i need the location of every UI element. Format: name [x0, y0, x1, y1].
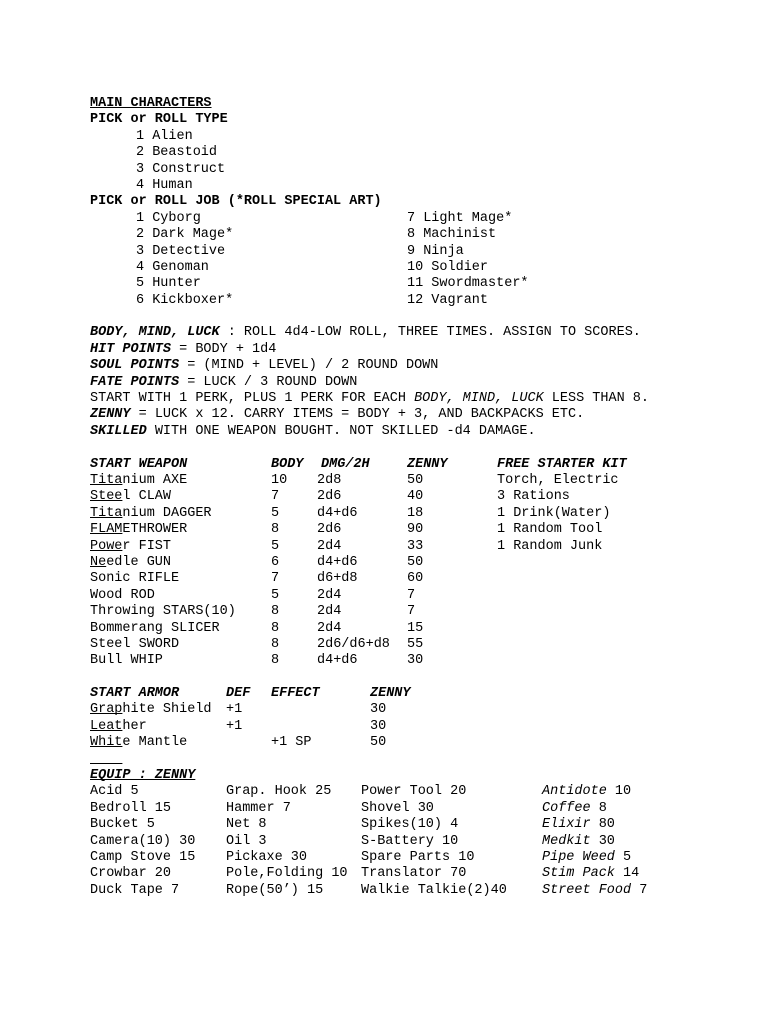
weapon-row: [90, 604, 730, 620]
consumable-item: [542, 883, 647, 899]
rule-text: WITH ONE WEAPON BOUGHT. NOT SKILLED -d4 DAMAGE.: [146, 423, 536, 439]
weapon-damage: 2d4: [317, 538, 342, 554]
rule-label: BODY, MIND, LUCK: [90, 325, 220, 341]
pick-job-heading: PICK or ROLL JOB (*ROLL SPECIAL ART): [90, 194, 382, 210]
pick-type-heading: PICK or ROLL TYPE: [90, 112, 228, 128]
weapon-name: Titanium DAGGER: [90, 505, 212, 521]
equip-row: [90, 801, 730, 817]
rule-skilled: [90, 424, 730, 440]
weapon-body: 8: [271, 636, 280, 652]
weapon-zenny: 50: [407, 554, 424, 570]
consumable-item: [542, 834, 615, 850]
job-item: 3 Detective: [136, 243, 226, 259]
equip-row: [90, 850, 730, 866]
weapon-row: [90, 621, 730, 637]
armor-name: Leather: [90, 718, 147, 734]
starter-kit-item: 1 Drink(Water): [497, 505, 611, 521]
weapon-damage: 2d6/d6+d8: [317, 636, 390, 652]
armor-name: White Mantle: [90, 735, 188, 751]
equip-item: Camp Stove 15: [90, 849, 196, 865]
equip-item: Translator 70: [361, 866, 467, 882]
consumable-cost: 8: [590, 800, 607, 816]
rule-perks: [90, 391, 730, 407]
rules-document: [90, 96, 730, 899]
armor-row: [90, 702, 730, 718]
weapon-row: [90, 653, 730, 669]
weapon-damage: 2d4: [317, 620, 342, 636]
weapon-zenny: 40: [407, 489, 424, 505]
equip-item: Spikes(10) 4: [361, 817, 459, 833]
equip-item: Net 8: [226, 817, 267, 833]
consumable-cost: 30: [590, 833, 615, 849]
weapon-name: Sonic RIFLE: [90, 571, 180, 587]
job-item: 6 Kickboxer*: [136, 292, 234, 308]
equip-item: Crowbar 20: [90, 866, 172, 882]
weapon-name: Bull WHIP: [90, 653, 163, 669]
equip-row: [90, 784, 730, 800]
armor-def: +1: [226, 718, 243, 734]
type-item: 3 Construct: [136, 161, 226, 177]
starter-kit-item: Torch, Electric: [497, 472, 619, 488]
job-item: 8 Machinist: [407, 227, 497, 243]
rule-label: SKILLED: [90, 423, 147, 439]
weapon-name-header: START WEAPON: [90, 456, 188, 472]
weapon-name: Titanium AXE: [90, 472, 188, 488]
armor-row: [90, 719, 730, 735]
weapon-zenny: 7: [407, 604, 416, 620]
weapon-row: [90, 473, 730, 489]
weapon-name: Steel SWORD: [90, 636, 180, 652]
weapon-zenny: 15: [407, 620, 424, 636]
rule-text: START WITH 1 PERK, PLUS 1 PERK FOR EACH: [90, 391, 415, 407]
weapon-zenny: 30: [407, 653, 424, 669]
rule-label: ZENNY: [90, 407, 131, 423]
weapon-row: [90, 522, 730, 538]
rule-label: HIT POINTS: [90, 341, 172, 357]
job-row: [90, 244, 730, 260]
weapon-body: 7: [271, 571, 280, 587]
consumable-item: [542, 817, 615, 833]
weapon-zenny: 90: [407, 522, 424, 538]
equip-item: Walkie Talkie(2)40: [361, 882, 507, 898]
equip-item: Spare Parts 10: [361, 849, 475, 865]
job-item: 10 Soldier: [407, 259, 489, 275]
rule-hit-points: [90, 342, 730, 358]
equip-item: Bedroll 15: [90, 800, 172, 816]
type-item: 2 Beastoid: [136, 145, 218, 161]
job-row: [90, 211, 730, 227]
weapon-damage: 2d4: [317, 587, 342, 603]
weapons-table: [90, 473, 730, 670]
job-item: 7 Light Mage*: [407, 210, 513, 226]
weapon-body: 8: [271, 620, 280, 636]
weapon-row: [90, 571, 730, 587]
consumable-item: [542, 784, 631, 800]
equip-item: Grap. Hook 25: [226, 784, 332, 800]
weapon-body: 8: [271, 653, 280, 669]
armor-row: [90, 735, 730, 751]
consumable-name: Street Food: [542, 882, 632, 898]
armor-name: Graphite Shield: [90, 702, 212, 718]
consumable-cost: 7: [631, 882, 648, 898]
weapon-zenny: 50: [407, 472, 424, 488]
consumable-item: [542, 801, 607, 817]
armor-def-header: DEF: [226, 686, 251, 702]
equip-item: Camera(10) 30: [90, 833, 196, 849]
rule-emphasis: BODY, MIND, LUCK: [414, 391, 544, 407]
weapon-zenny-header: ZENNY: [407, 456, 448, 472]
rule-text: = BODY + 1d4: [171, 341, 277, 357]
job-row: [90, 260, 730, 276]
equip-item: Acid 5: [90, 784, 139, 800]
rule-text: LESS THAN 8.: [543, 391, 650, 407]
consumable-cost: 5: [614, 849, 632, 865]
rule-text: = (MIND + LEVEL) / 2 ROUND DOWN: [179, 358, 439, 374]
job-item: 11 Swordmaster*: [407, 276, 529, 292]
consumable-cost: 80: [590, 817, 615, 833]
weapon-row: [90, 506, 730, 522]
weapon-body: 5: [271, 505, 280, 521]
equip-header: EQUIP : ZENNY: [90, 768, 196, 784]
equip-table: [90, 784, 730, 899]
weapon-damage: 2d6: [317, 489, 342, 505]
armor-header-row: [90, 686, 730, 702]
weapon-zenny: 60: [407, 571, 424, 587]
weapon-body: 8: [271, 604, 280, 620]
weapon-name: Wood ROD: [90, 587, 155, 603]
equip-item: Shovel 30: [361, 800, 434, 816]
weapon-zenny: 7: [407, 587, 416, 603]
weapon-damage: d4+d6: [317, 554, 358, 570]
consumable-item: [542, 866, 639, 882]
equip-item: Pickaxe 30: [226, 849, 308, 865]
equip-item: Hammer 7: [226, 800, 291, 816]
weapon-body-header: BODY: [271, 456, 304, 472]
equip-item: Rope(50’) 15: [226, 882, 324, 898]
armor-effect-header: EFFECT: [271, 686, 320, 702]
armor-table: [90, 702, 730, 751]
weapon-dmg-header: DMG/2H: [321, 456, 370, 472]
equip-row: [90, 866, 730, 882]
consumable-cost: 14: [614, 866, 640, 882]
weapon-body: 5: [271, 587, 280, 603]
armor-def: +1: [226, 702, 243, 718]
rule-text: = LUCK x 12. CARRY ITEMS = BODY + 3, AND BACKPACKS ETC.: [130, 407, 585, 423]
weapon-damage: d6+d8: [317, 571, 358, 587]
weapon-name: Needle GUN: [90, 554, 172, 570]
weapon-name: Steel CLAW: [90, 489, 172, 505]
weapon-body: 5: [271, 538, 280, 554]
rule-stats: [90, 325, 730, 341]
consumable-name: Coffee: [542, 800, 591, 816]
equip-item: S-Battery 10: [361, 833, 459, 849]
starter-kit-item: 1 Random Junk: [497, 538, 603, 554]
job-item: 5 Hunter: [136, 276, 201, 292]
weapon-row: [90, 489, 730, 505]
weapon-zenny: 33: [407, 538, 424, 554]
consumable-name: Medkit: [542, 833, 591, 849]
weapon-zenny: 18: [407, 505, 424, 521]
rule-text: = LUCK / 3 ROUND DOWN: [179, 374, 358, 390]
job-item: 12 Vagrant: [407, 292, 489, 308]
armor-zenny-header: ZENNY: [370, 686, 411, 702]
equip-row: [90, 834, 730, 850]
rule-soul-points: [90, 358, 730, 374]
weapon-name: Bommerang SLICER: [90, 620, 220, 636]
equip-item: Power Tool 20: [361, 784, 467, 800]
rule-fate-points: [90, 375, 730, 391]
equip-item: Oil 3: [226, 833, 267, 849]
starter-kit-header: FREE STARTER KIT: [497, 456, 627, 472]
equip-row: [90, 817, 730, 833]
consumable-name: Pipe Weed: [542, 849, 615, 865]
equip-item: Bucket 5: [90, 817, 155, 833]
rule-text: : ROLL 4d4-LOW ROLL, THREE TIMES. ASSIGN TO SCORES.: [219, 325, 641, 341]
armor-name-header: START ARMOR: [90, 686, 180, 702]
armor-effect: +1 SP: [271, 735, 312, 751]
type-item: 1 Alien: [136, 128, 193, 144]
equip-item: Duck Tape 7: [90, 882, 180, 898]
weapons-header-row: [90, 457, 730, 473]
weapon-name: FLAMETHROWER: [90, 522, 188, 538]
weapon-row: [90, 539, 730, 555]
weapon-body: 8: [271, 522, 280, 538]
weapon-row: [90, 588, 730, 604]
consumable-item: [542, 850, 631, 866]
equip-row: [90, 883, 730, 899]
consumable-name: Stim Pack: [542, 866, 615, 882]
main-characters-title: MAIN CHARACTERS: [90, 96, 212, 111]
job-item: 4 Genoman: [136, 259, 209, 275]
type-item: 4 Human: [136, 177, 193, 193]
equip-item: Pole,Folding 10: [226, 866, 348, 882]
consumable-name: Antidote: [542, 784, 607, 800]
weapon-body: 6: [271, 554, 280, 570]
rule-label: FATE POINTS: [90, 374, 180, 390]
job-item: 1 Cyborg: [136, 210, 201, 226]
job-item: 9 Ninja: [407, 243, 464, 259]
weapon-body: 7: [271, 489, 280, 505]
weapon-damage: 2d4: [317, 604, 342, 620]
starter-kit-item: 1 Random Tool: [497, 522, 603, 538]
weapon-name: Power FIST: [90, 538, 172, 554]
weapon-row: [90, 555, 730, 571]
armor-zenny: 30: [370, 702, 387, 718]
weapon-damage: d4+d6: [317, 505, 358, 521]
weapon-damage: 2d6: [317, 522, 342, 538]
starter-kit-item: 3 Rations: [497, 489, 570, 505]
consumable-cost: 10: [606, 784, 632, 800]
job-row: [90, 227, 730, 243]
job-row: [90, 293, 730, 309]
job-item: 2 Dark Mage*: [136, 227, 234, 243]
weapon-body: 10: [271, 472, 288, 488]
rule-label: SOUL POINTS: [90, 358, 180, 374]
weapon-name: Throwing STARS(10): [90, 604, 236, 620]
weapon-row: [90, 637, 730, 653]
rule-zenny: [90, 407, 730, 423]
weapon-damage: 2d8: [317, 472, 342, 488]
armor-zenny: 50: [370, 735, 387, 751]
weapon-zenny: 55: [407, 636, 424, 652]
armor-zenny: 30: [370, 718, 387, 734]
job-row: [90, 276, 730, 292]
weapon-damage: d4+d6: [317, 653, 358, 669]
consumable-name: Elixir: [542, 817, 591, 833]
